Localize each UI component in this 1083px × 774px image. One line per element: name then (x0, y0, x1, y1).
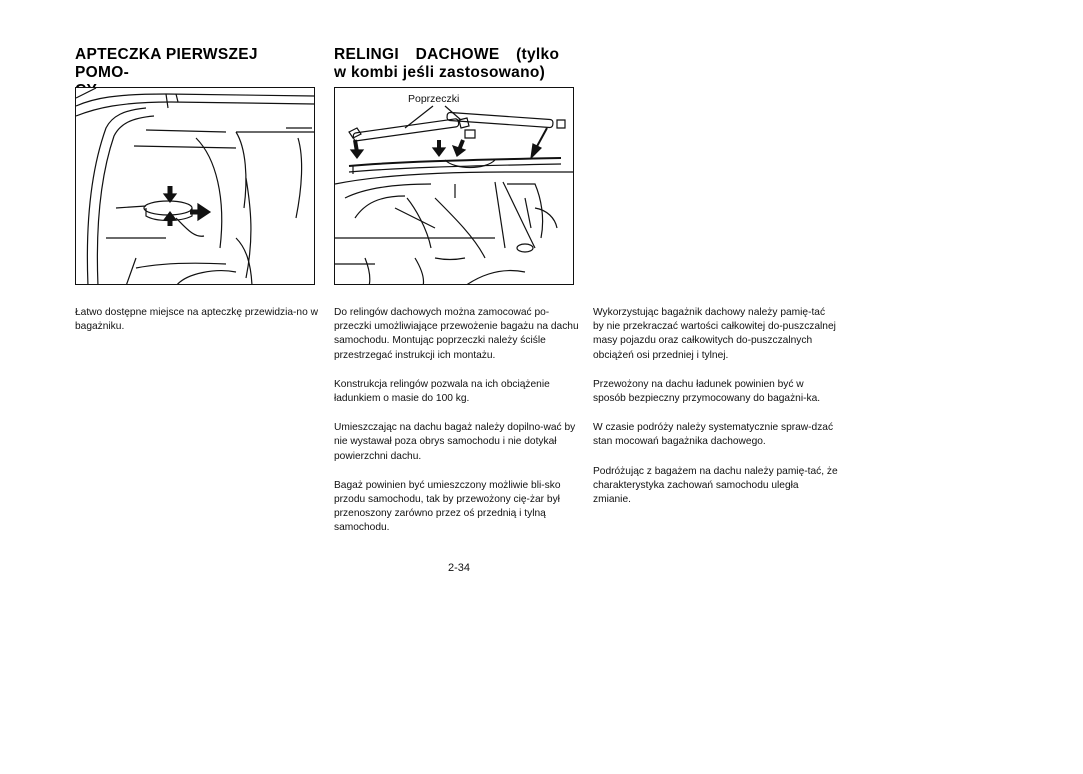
roof-rails-paragraph-1: Do relingów dachowych można zamocować po-przeczki umożliwiające przewożenie bagażu na dachu samochodu. Montując poprzeczki należy ściśle przestrzegać instrukcji ich montażu. (334, 307, 579, 361)
roof-rails-paragraph-4: Bagaż powinien być umieszczony możliwie bli-sko przodu samochodu, tak by przewożony cię-żar był przenoszony zarówno przez oś przednią i tylną samochodu. (334, 479, 561, 534)
first-aid-text (75, 306, 320, 334)
crossbars-label: Poprzeczki (408, 93, 460, 105)
trunk-illustration (76, 88, 315, 285)
roof-rails-heading-line2: w kombi jeśli zastosowano) (334, 64, 546, 81)
roof-rails-paragraph-3: Umieszczając na dachu bagaż należy dopilno-wać by nie wystawał poza obrys samochodu i nie dotykał powierzchni dachu. (334, 422, 576, 462)
roof-rails-heading-line1: RELINGI DACHOWE (tylko (334, 46, 560, 63)
roof-rails-section (334, 46, 579, 82)
roof-rails-paragraph-2: Konstrukcja relingów pozwala na ich obciążenie ładunkiem o masie do 100 kg. (334, 378, 550, 405)
roof-rails-text-continued (593, 306, 838, 507)
right-paragraph-1: Wykorzystując bagażnik dachowy należy pamię-tać by nie przekraczać wartości całkowitej do-puszczalnej masy pojazdu oraz całkowitych do-puszczalnych obciążeń osi przedniej i tylnej. (593, 307, 836, 361)
right-paragraph-4: Podróżując z bagażem na dachu należy pamię-tać, że charakterystyka zachowań samochodu uległa zmianie. (593, 465, 838, 506)
right-paragraph-2: Przewożony na dachu ładunek powinien być w sposób bezpieczny przymocowany do bagażni-ka. (593, 378, 821, 405)
first-aid-figure (75, 87, 315, 285)
right-paragraph-3: W czasie podróży należy systematycznie spraw-dzać stan mocowań bagażnika dachowego. (593, 422, 834, 448)
first-aid-heading-line1: APTECZKA PIERWSZEJ POMO- (75, 46, 258, 81)
roof-rail-illustration (335, 88, 574, 285)
roof-rails-text (334, 306, 579, 536)
roof-rails-figure (334, 87, 574, 285)
first-aid-paragraph: Łatwo dostępne miejsce na apteczkę przewidzia-no w bagażniku. (75, 307, 318, 333)
roof-rails-heading (334, 46, 579, 82)
page-number: 2-34 (448, 562, 471, 574)
